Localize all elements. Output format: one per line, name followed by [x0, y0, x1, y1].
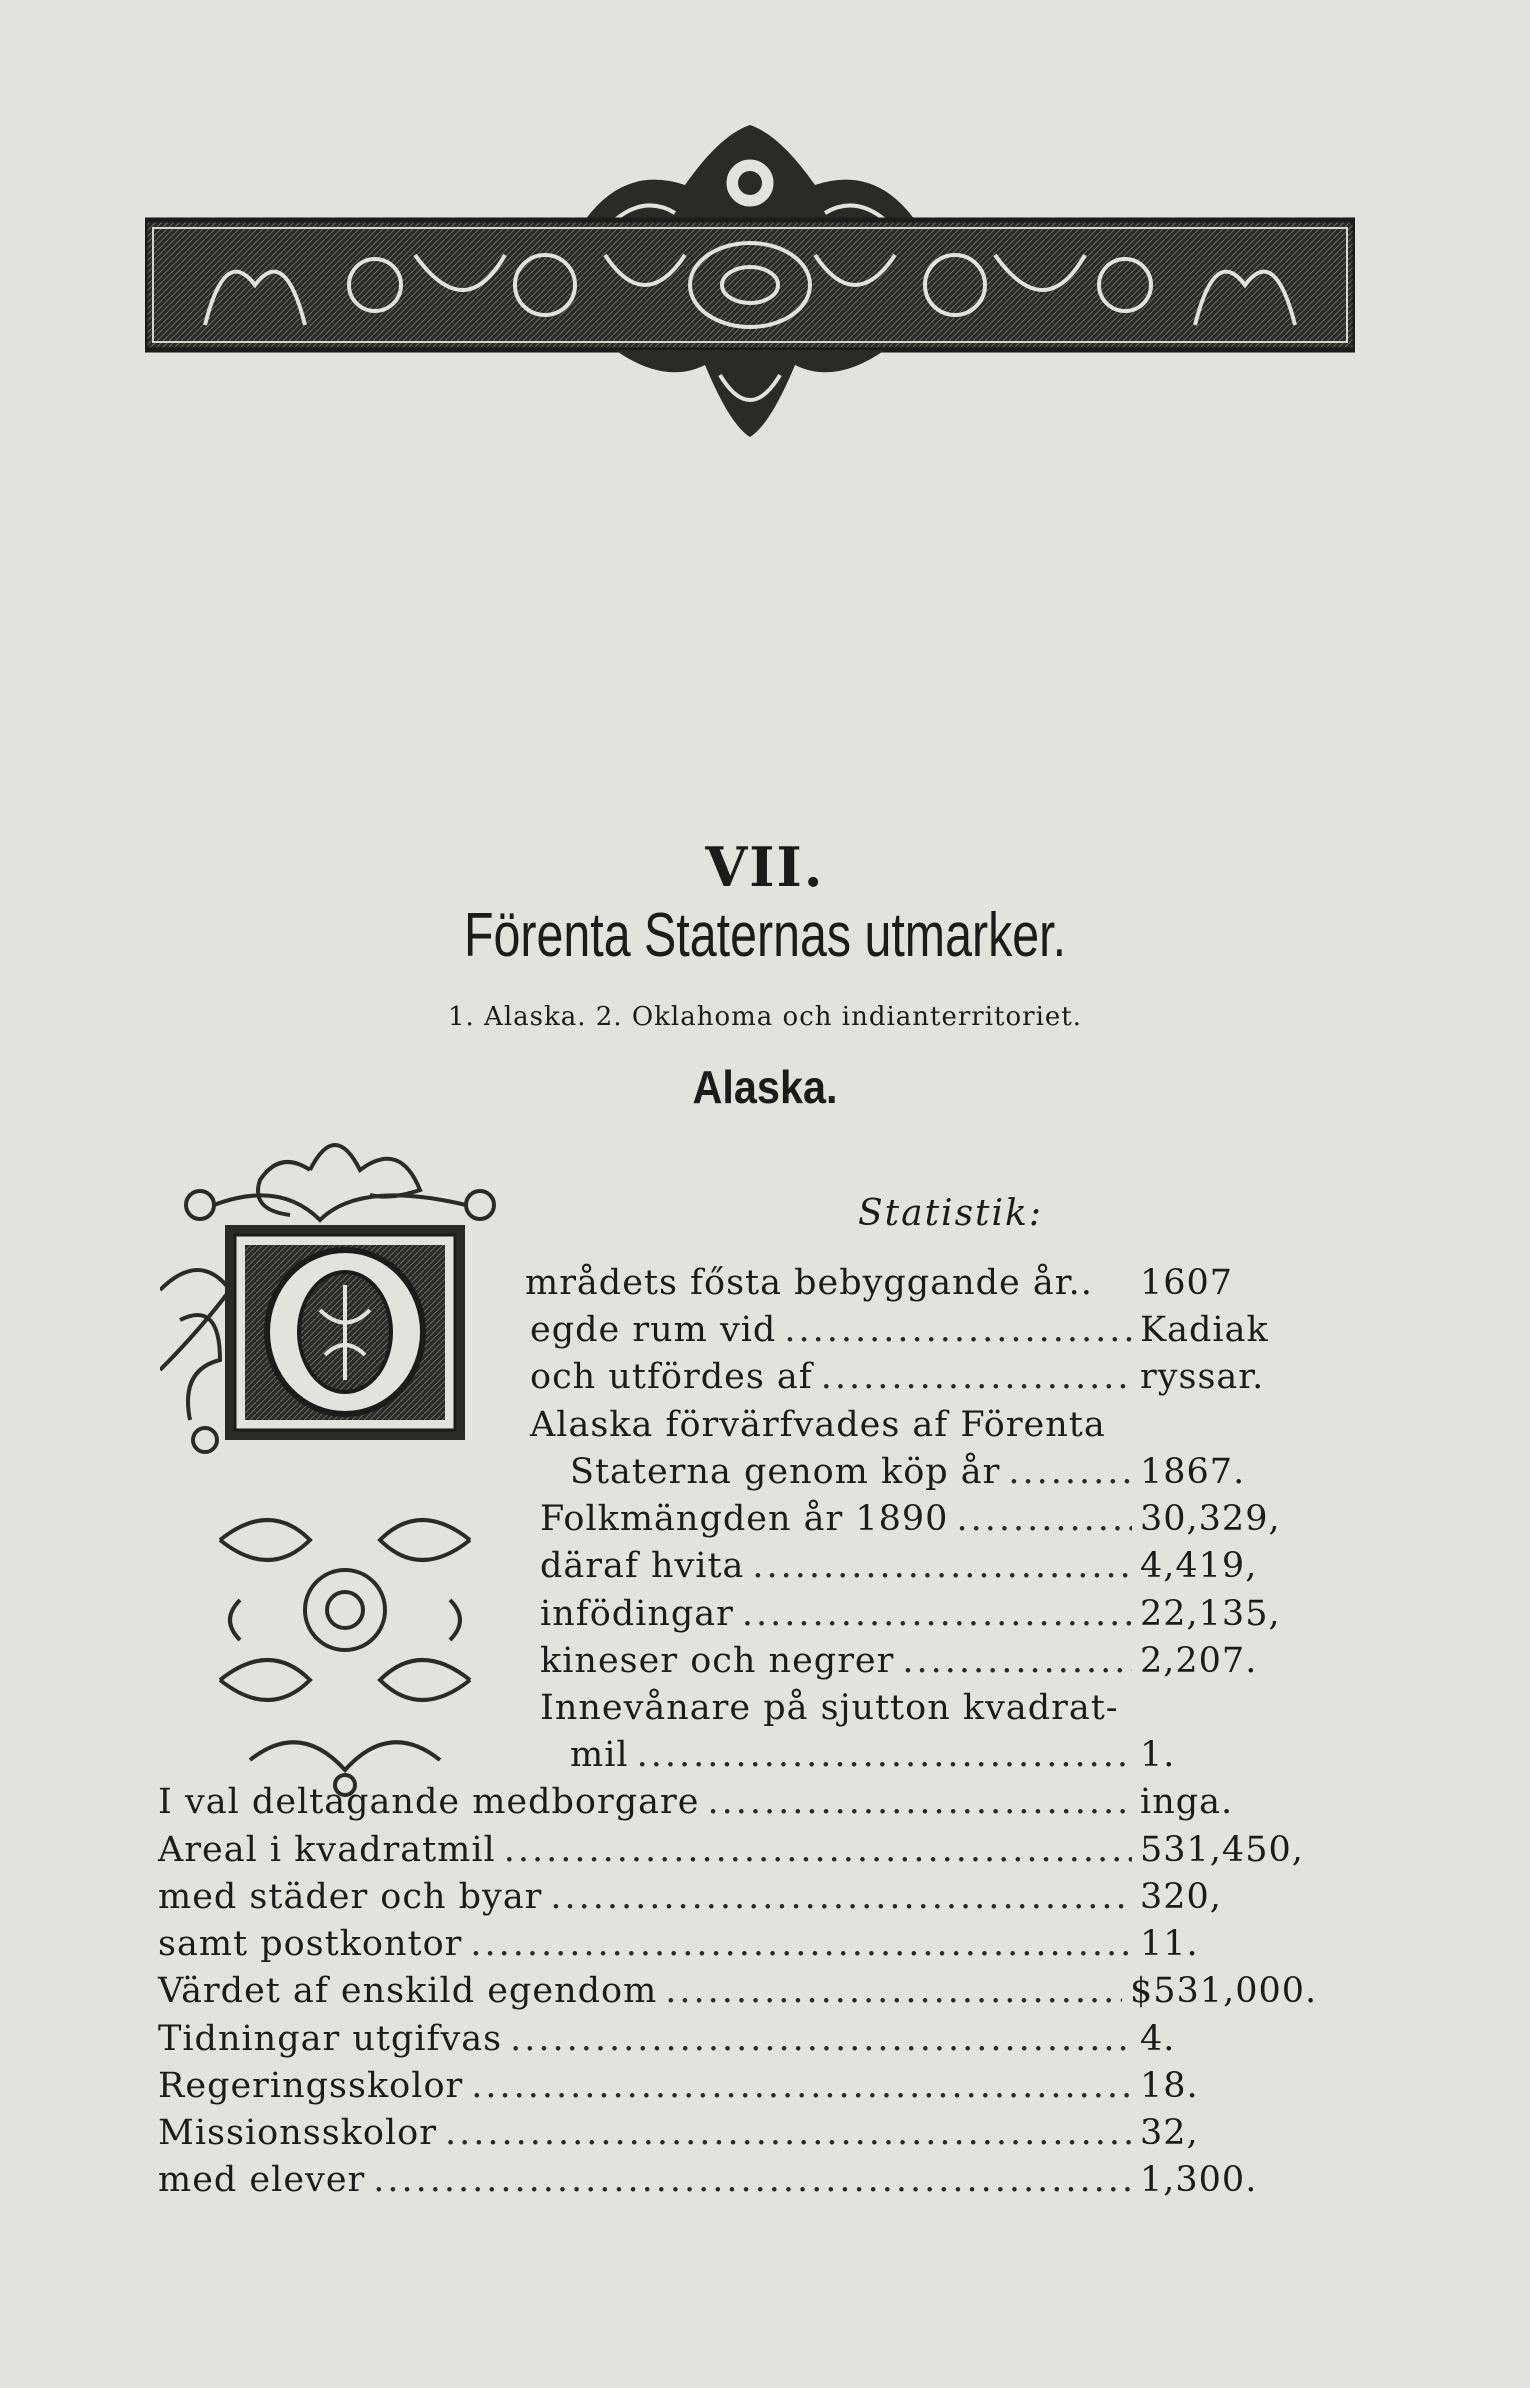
leader-dots: [752, 1546, 1132, 1586]
ornamental-headpiece: [145, 125, 1355, 440]
stat-row: [525, 1263, 1300, 1309]
stat-row: [158, 2019, 1300, 2065]
stat-label: Areal i kvadratmil: [158, 1830, 496, 1870]
stat-row: [158, 1924, 1300, 1970]
leader-dots: [707, 1782, 1132, 1822]
stat-value: ryssar.: [1140, 1357, 1265, 1397]
stat-row: [530, 1405, 1300, 1451]
leader-dots: [637, 1735, 1132, 1775]
stat-label: Folkmängden år 1890: [540, 1499, 949, 1539]
leader-dots: [550, 1877, 1132, 1917]
leader-dots: [742, 1594, 1132, 1634]
stat-row: [540, 1641, 1300, 1687]
stat-value: 1.: [1140, 1735, 1176, 1775]
stat-value: 4,419,: [1140, 1546, 1258, 1586]
leader-dots: [504, 1830, 1132, 1870]
stat-row: [540, 1546, 1300, 1592]
stat-label: mrådets fősta bebyggande år..: [525, 1263, 1093, 1303]
stat-row: [530, 1310, 1300, 1356]
chapter-number: VII.: [705, 835, 825, 899]
stat-value: 32,: [1140, 2113, 1199, 2153]
stat-value: 531,450,: [1140, 1830, 1304, 1870]
stat-label: I val deltagande medborgare: [158, 1782, 700, 1822]
stat-value: 30,329,: [1140, 1499, 1281, 1539]
stat-label: Tidningar utgifvas: [158, 2019, 503, 2059]
leader-dots: [956, 1499, 1132, 1539]
stat-value: 22,135,: [1140, 1594, 1281, 1634]
stat-row: [530, 1357, 1300, 1403]
stat-row: [158, 1782, 1300, 1828]
leader-dots: [445, 2113, 1132, 2153]
leader-dots: [665, 1971, 1122, 2011]
stat-row: [540, 1594, 1300, 1640]
leader-dots: [784, 1310, 1132, 1350]
stat-label: samt postkontor: [158, 1924, 463, 1964]
leader-dots: [470, 1924, 1132, 1964]
chapter-contents: 1. Alaska. 2. Oklahoma och indianterritoriet.: [447, 1002, 1082, 1032]
stat-row: [540, 1688, 1300, 1734]
leader-dots: [510, 2019, 1132, 2059]
stat-row: [158, 1830, 1304, 1876]
stat-value: 4.: [1140, 2019, 1176, 2059]
stat-value: 18.: [1140, 2066, 1199, 2106]
stat-label: Värdet af enskild egendom: [158, 1971, 658, 2011]
leader-dots: [902, 1641, 1132, 1681]
stat-row: [158, 1971, 1320, 2017]
stat-label: kineser och negrer: [540, 1641, 895, 1681]
stat-value: Kadiak: [1140, 1310, 1269, 1350]
leader-dots: [821, 1357, 1132, 1397]
stat-row: [158, 2160, 1300, 2206]
chapter-title: Förenta Staternas utmarker.: [463, 901, 1067, 970]
stat-label: Alaska förvärfvades af Förenta: [530, 1405, 1106, 1445]
stat-value: 1867.: [1140, 1452, 1246, 1492]
stat-value: inga.: [1140, 1782, 1234, 1822]
stat-row: [158, 2066, 1300, 2112]
leader-dots: [471, 2066, 1132, 2106]
stat-value: 1,300.: [1140, 2160, 1258, 2200]
section-title: Alaska.: [692, 1061, 838, 1113]
stat-label: däraf hvita: [540, 1546, 745, 1586]
stat-label: med städer och byar: [158, 1877, 543, 1917]
stat-label: Staterna genom köp år: [570, 1452, 1001, 1492]
statistics-heading: Statistik:: [858, 1193, 1043, 1234]
stat-label: mil: [570, 1735, 629, 1775]
ornamental-initial-letter: [160, 1120, 510, 1800]
stat-label: med elever: [158, 2160, 366, 2200]
stat-label: och utfördes af: [530, 1357, 813, 1397]
stat-label: Innevånare på sjutton kvadrat-: [540, 1688, 1119, 1728]
leader-dots: [1008, 1452, 1132, 1492]
stat-value: 2,207.: [1140, 1641, 1258, 1681]
stat-label: Missionsskolor: [158, 2113, 437, 2153]
initial-letter-text: O: [160, 1120, 161, 1121]
stat-label: egde rum vid: [530, 1310, 777, 1350]
stat-row: [540, 1499, 1300, 1545]
stat-value: 1607: [1140, 1263, 1234, 1303]
stat-row: [158, 2113, 1300, 2159]
stat-label: Regeringsskolor: [158, 2066, 464, 2106]
stat-value: 320,: [1140, 1877, 1222, 1917]
stat-label: infödingar: [540, 1594, 734, 1634]
stat-row: [570, 1452, 1300, 1498]
stat-row: [158, 1877, 1300, 1923]
stat-value: 11.: [1140, 1924, 1199, 1964]
stat-row: [570, 1735, 1300, 1781]
leader-dots: [373, 2160, 1132, 2200]
stat-value: $531,000.: [1130, 1971, 1318, 2011]
